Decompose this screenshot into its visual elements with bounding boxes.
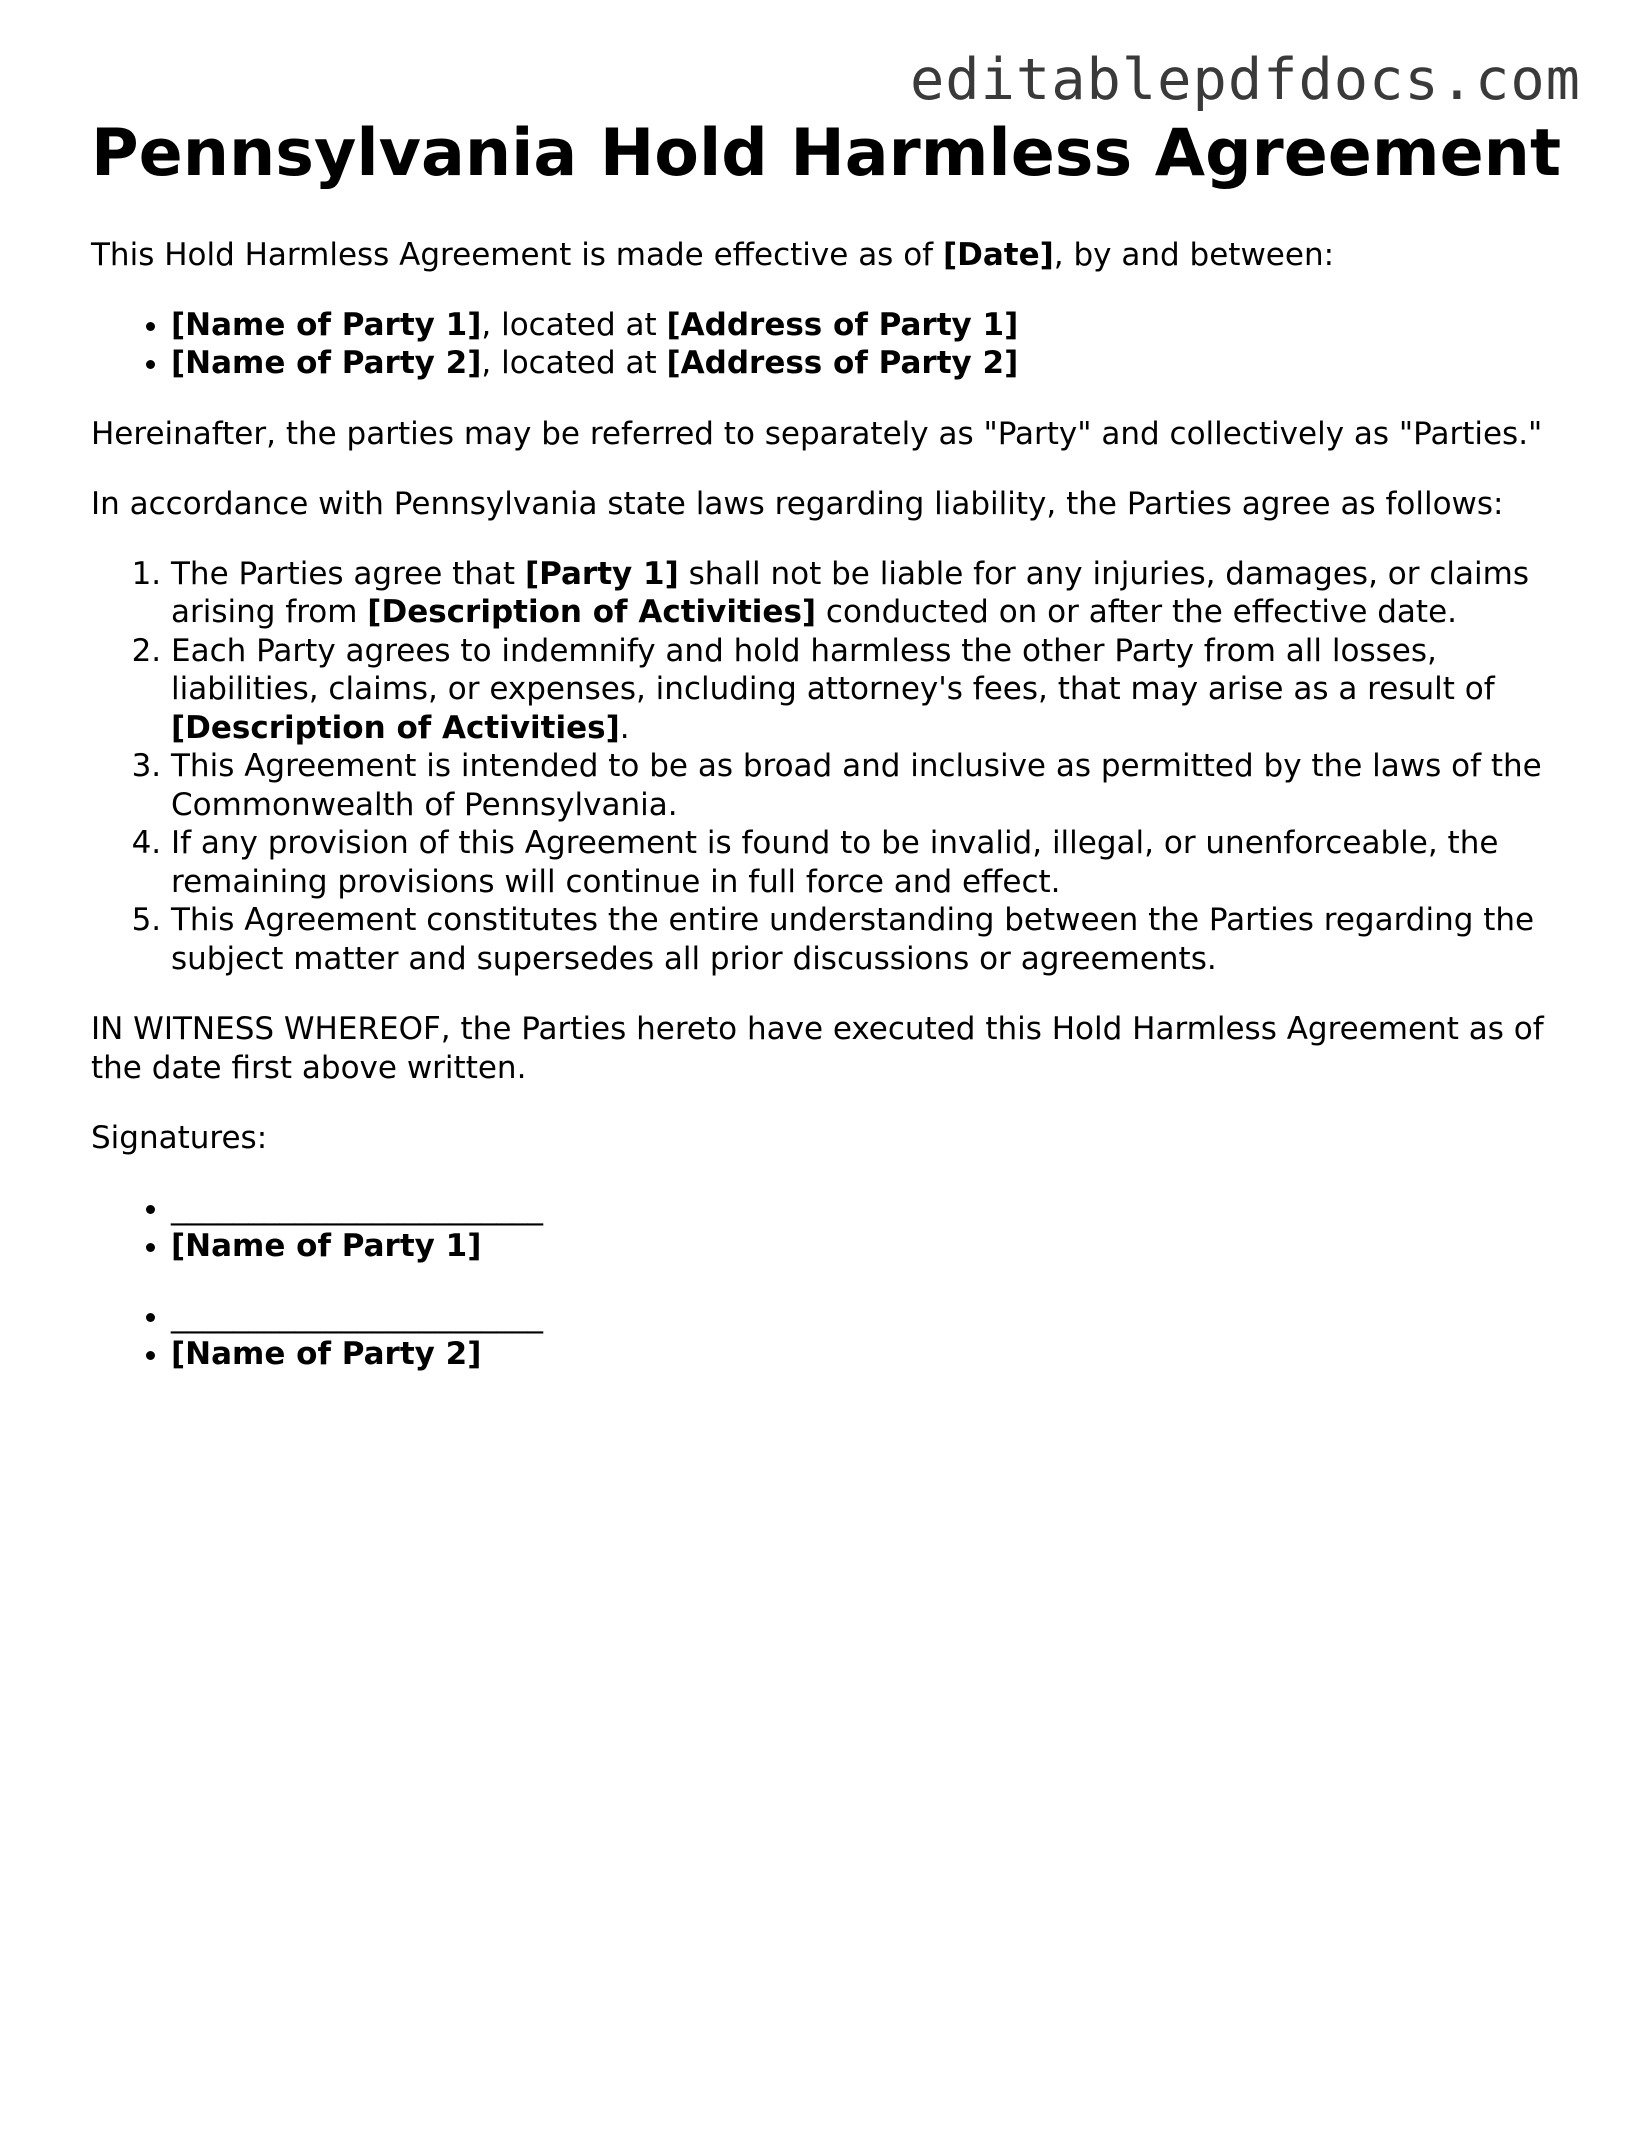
party-2-connector: , located at: [481, 345, 667, 381]
term-1-part-3: conducted on or after the effective date.: [816, 594, 1458, 630]
signature-name-2: [171, 1335, 1571, 1374]
term-1-party: [Party 1]: [524, 555, 679, 592]
term-1-part-2: shall not be liable for any injuries, damages, or claims arising from: [171, 555, 1529, 630]
term-2-activities: [Description of Activities]: [171, 709, 620, 746]
term-2-part-2: .: [619, 709, 630, 746]
terms-list: [91, 555, 1571, 979]
signature-line-1[interactable]: • ________________________: [171, 1189, 1571, 1228]
party-1-connector: , located at: [481, 306, 667, 343]
document-page: [91, 115, 1571, 1374]
term-2-part-1: Each Party agrees to indemnify and hold harmless the other Party from all losses, liabilities, claims, or expenses, including attorney's fees, that may arise as a result of: [171, 632, 1495, 707]
signature-block-party-1: [91, 1189, 1571, 1266]
term-item-4: 4. If any provision of this Agreement is found to be invalid, illegal, or unenforceable, the remaining provisions will continue in full force and effect.: [171, 824, 1571, 901]
party-1-name: [Name of Party 1]: [171, 306, 482, 343]
signatures-label: Signatures:: [91, 1120, 268, 1156]
party-1-address: [Address of Party 1]: [666, 306, 1019, 343]
party-item-1: [171, 306, 1571, 345]
party-2-name: [Name of Party 2]: [171, 345, 482, 381]
intro-text-after: , by and between:: [1053, 237, 1335, 273]
document-title: Pennsylvania Hold Harmless Agreement: [91, 116, 1562, 191]
term-1-part-1: The Parties agree that: [171, 555, 525, 592]
signature-party-1-name: [Name of Party 1]: [171, 1228, 482, 1264]
intro-paragraph: [91, 236, 1571, 275]
term-item-2: [171, 632, 1571, 748]
term-1-activities: [Description of Activities]: [367, 594, 817, 630]
intro-text-before: This Hold Harmless Agreement is made effective as of: [91, 237, 943, 273]
party-2-address: [Address of Party 2]: [666, 345, 1019, 381]
date-placeholder: [Date]: [942, 237, 1054, 273]
term-item-1: [171, 555, 1571, 632]
signature-name-1: [171, 1227, 1571, 1266]
signature-block-party-2: [91, 1297, 1571, 1374]
watermark: editablepdfdocs.com: [909, 47, 1581, 113]
accordance-paragraph: In accordance with Pennsylvania state laws regarding liability, the Parties agree as follows:: [91, 486, 1504, 522]
signature-line-2[interactable]: • ________________________: [171, 1297, 1571, 1336]
witness-paragraph: IN WITNESS WHEREOF, the Parties hereto have executed this Hold Harmless Agreement as of the date first above written.: [91, 1011, 1544, 1086]
party-item-2: [171, 344, 1571, 383]
term-item-5: 5. This Agreement constitutes the entire understanding between the Parties regarding the subject matter and supersedes all prior discussions or agreements.: [171, 901, 1571, 978]
parties-list: [91, 306, 1571, 383]
term-item-3: 3. This Agreement is intended to be as broad and inclusive as permitted by the laws of the Commonwealth of Pennsylvania.: [171, 747, 1571, 824]
hereinafter-paragraph: Hereinafter, the parties may be referred to separately as "Party" and collectively as "Parties.": [91, 415, 1543, 452]
signature-party-2-name: [Name of Party 2]: [171, 1336, 482, 1372]
